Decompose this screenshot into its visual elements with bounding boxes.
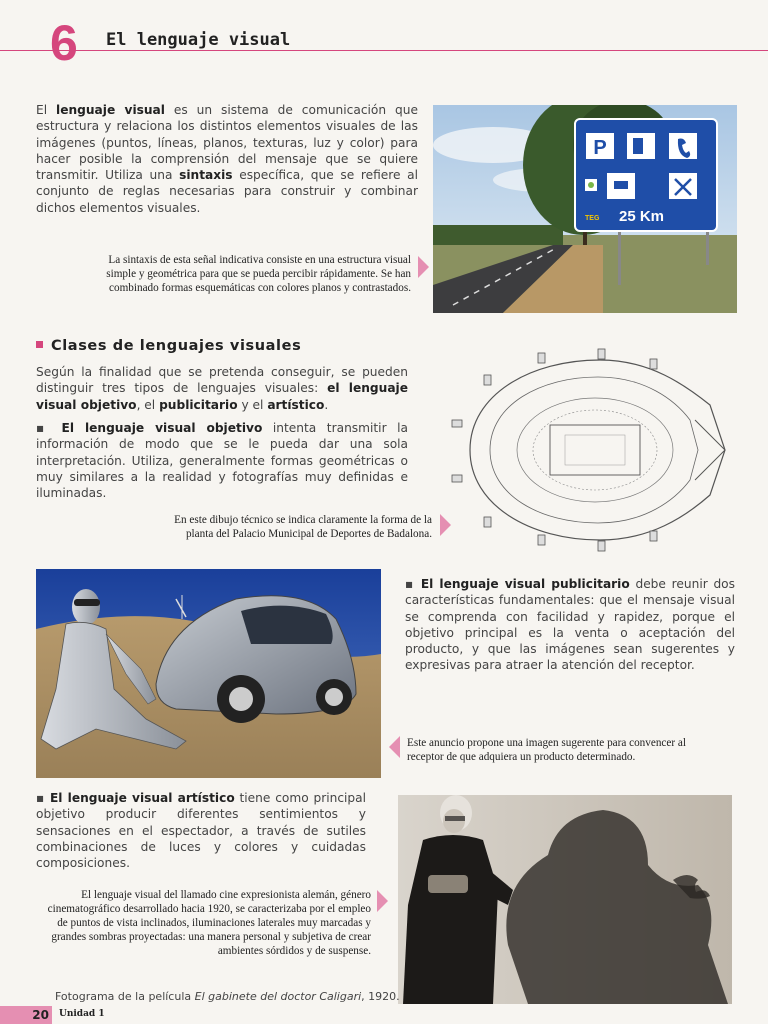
intro-paragraph: El lenguaje visual es un sistema de comunicación que estructura y relaciona los distintos elementos visuales de las imágenes (puntos, líneas, planos, texturas, luz y color) para hacer posible la comprensión del mensaje que se quiere transmitir. Utiliza una sintaxis específica, que se refiere al conjunto de reglas necesarias para construir y combinar dichos elementos visuales. (36, 103, 418, 215)
road-sign-photo (433, 105, 737, 313)
film-caption: El lenguaje visual del llamado cine expresionista alemán, género cinematográfico desarrollado hacia 1920, se caracterizaba por el empleo de puntos de vista inclinados, iluminaciones laterales muy marcadas y grandes sombras proyectadas: una manera personal y subjetiva de crear ambientes sórdidos y de suspense. (47, 889, 371, 957)
page-number: 20 (0, 1006, 52, 1024)
artistic-paragraph: ▪ El lenguaje visual artístico tiene como principal objetivo producir diferentes sentimientos y sensaciones en el espectador, a través de sutiles combinaciones de luces y colores y cuidadas composiciones. (36, 791, 367, 871)
square-bullet-icon (36, 341, 43, 348)
chapter-number: 6 (50, 15, 78, 71)
sign-distance: 25 Km (619, 208, 665, 225)
section-heading: Clases de lenguajes visuales (36, 338, 301, 354)
header-rule (0, 50, 768, 51)
parking-symbol: P (593, 137, 607, 159)
chapter-title: El lenguaje visual (106, 30, 291, 50)
caption-arrow-right (418, 256, 429, 278)
caption-arrow-left (389, 736, 400, 758)
caption-arrow-right (377, 890, 388, 912)
sign-caption: La sintaxis de esta señal indicativa consiste en una estructura visual simple y geométrica para que se pueda percibir rápidamente. Se han combinado formas esquemáticas con colores planos y contrastados. (106, 254, 411, 294)
unit-label: Unidad 1 (59, 1009, 105, 1019)
plan-caption: En este dibujo técnico se indica claramente la forma de la planta del Palacio Municipal de Deportes de Badalona. (174, 514, 432, 540)
film-credit: Fotograma de la película El gabinete del doctor Caligari, 1920. (55, 990, 400, 1003)
advert-paragraph: ▪ El lenguaje visual publicitario debe reunir dos características fundamentales: que el mensaje visual se comprenda con facilidad y rapidez, porque el objetivo principal es la venta o aceptación del producto, y que las imágenes sean sugerentes y expresivas para atraer la atención del receptor. (405, 577, 735, 673)
car-advert-photo (36, 569, 381, 778)
caption-arrow-right (440, 514, 451, 536)
section-intro: Según la finalidad que se pretenda conseguir, se pueden distinguir tres tipos de lenguajes visuales: el lenguaje visual objetivo, el publicitario y el artístico. (36, 365, 408, 412)
objective-paragraph: ▪ El lenguaje visual objetivo intenta transmitir la información de modo que se le pueda dar una sola interpretación. Utiliza, generalmente formas geométricas o muy similares a la realidad y fotografías muy definidas e iluminadas. (36, 421, 408, 501)
ad-caption: Este anuncio propone una imagen sugerente para convencer al receptor de que adquiera un producto determinado. (407, 737, 686, 763)
sign-brand: TEG (585, 215, 600, 222)
film-still-photo (398, 795, 732, 1004)
stadium-plan-drawing (440, 345, 732, 560)
